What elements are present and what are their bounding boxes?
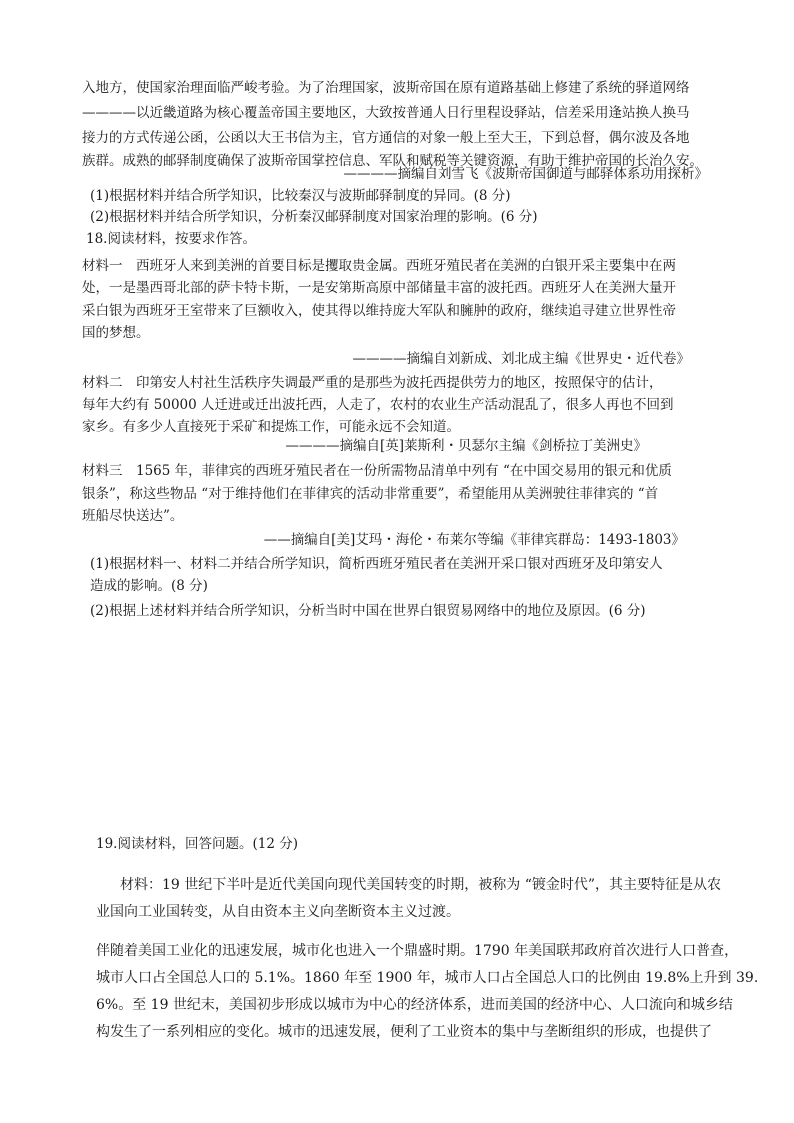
question-title: 19.阅读材料，回答问题。(12 分)	[96, 836, 298, 852]
material-line: 材料一 西班牙人来到美洲的首要目标是攫取贵金属。西班牙殖民者在美洲的白银开采主要集中在两	[82, 258, 676, 274]
material-line: 材料三 1565 年，菲律宾的西班牙殖民者在一份所需物品清单中列有 “在中国交易用的银元和优质	[82, 463, 672, 479]
material-line: 银条”，称这些物品 “对于维持他们在菲律宾的活动非常重要”，希望能用从美洲驶往菲律宾的 “首	[82, 486, 659, 502]
question-item: (1)根据材料一、材料二并结合所学知识，简析西班牙殖民者在美洲开采口银对西班牙及印第安人	[90, 556, 663, 572]
question-item: (2)根据材料并结合所学知识，分析秦汉邮驿制度对国家治理的影响。(6 分)	[90, 209, 538, 225]
question-item: (1)根据材料并结合所学知识，比较秦汉与波斯邮驿制度的异同。(8 分)	[90, 188, 511, 204]
material-line: 入地方，使国家治理面临严峻考验。为了治理国家，波斯帝国在原有道路基础上修建了系统的驿道网络	[82, 80, 690, 96]
material-line: 班船尽快送达”。	[82, 508, 184, 524]
material-line: 家乡。有多少人直接死于采矿和提炼工作，可能永远不会知道。	[82, 419, 460, 435]
material-source: ——摘编自[美]艾玛・海伦・布莱尔等编《菲律宾群岛：1493-1803》	[263, 532, 685, 548]
material-line: 接力的方式传递公函，公函以大王书信为主，官方通信的对象一般上至大王，下到总督，偶尔波及各地	[82, 130, 690, 146]
material-line: 材料二 印第安人村社生活秩序失调最严重的是那些为波托西提供劳力的地区，按照保守的估计，	[82, 375, 663, 391]
material-line: 业国向工业国转变，从自由资本主义向垄断资本主义过渡。	[96, 904, 460, 920]
material-line: 伴随着美国工业化的迅速发展，城市化也进入一个鼎盛时期。1790 年美国联邦政府首次进行人口普查，	[96, 943, 739, 959]
material-source: ————摘编自[英]莱斯利・贝瑟尔主编《剑桥拉丁美洲史》	[285, 438, 647, 454]
material-line: 材料：19 世纪下半叶是近代美国向现代美国转变的时期，被称为 “镀金时代”，其主要特征是从农	[120, 877, 722, 893]
question-item: (2)根据上述材料并结合所学知识，分析当时中国在世界白银贸易网络中的地位及原因。(6 分)	[90, 603, 646, 619]
material-line: 6%。至 19 世纪末，美国初步形成以城市为中心的经济体系，进而美国的经济中心、人口流向和城乡结	[96, 997, 733, 1013]
question-item: 造成的影响。(8 分)	[90, 578, 208, 594]
material-line: 族群。成熟的邮驿制度确保了波斯帝国掌控信息、军队和赋税等关键资源，有助于维护帝国的长治久安。	[82, 153, 703, 169]
material-line: 国的梦想。	[82, 325, 150, 341]
material-source: ————摘编自刘雪飞《波斯帝国御道与邮驿体系功用探析》	[343, 166, 708, 182]
material-line: 采白银为西班牙王室带来了巨额收入，使其得以维持庞大军队和臃肿的政府，继续追寻建立世界性帝	[82, 303, 676, 319]
material-line: 构发生了一系列相应的变化。城市的迅速发展，便利了工业资本的集中与垄断组织的形成，也提供了	[96, 1024, 712, 1040]
question-title: 18.阅读材料，按要求作答。	[86, 231, 256, 247]
material-line: 处，一是墨西哥北部的萨卡特卡斯，一是安第斯高原中部储量丰富的波托西。西班牙人在美洲大量开	[82, 280, 676, 296]
material-line: 城市人口占全国总人口的 5.1%。1860 年至 1900 年，城市人口占全国总人口的比例由 19.8%上升到 39.	[96, 970, 759, 986]
material-line: 每年大约有 50000 人迁进或迁出波托西，人走了，农村的农业生产活动混乱了，很多人再也不回到	[82, 397, 674, 413]
material-source: ————摘编自刘新成、刘北成主编《世界史・近代卷》	[352, 351, 690, 367]
material-line: ————以近畿道路为核心覆盖帝国主要地区，大致按普通人日行里程设驿站，信差采用逢站换人换马	[82, 105, 690, 121]
